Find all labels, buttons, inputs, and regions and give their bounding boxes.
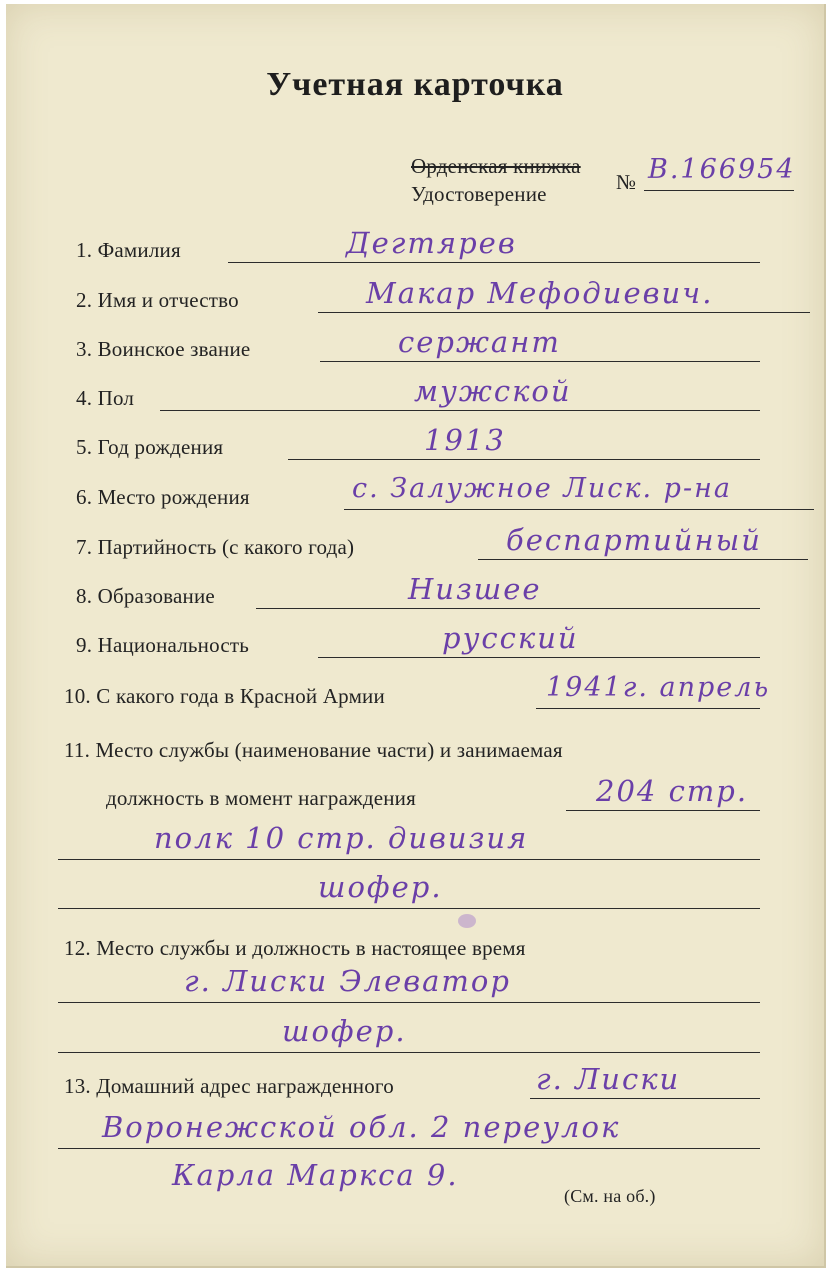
field-line-name [318, 312, 810, 313]
number-underline [644, 190, 794, 191]
field12-value-line2: шофер. [282, 1014, 407, 1048]
field-value-name: Макар Мефодиевич. [366, 276, 714, 310]
field-value-birthplace: с. Залужное Лиск. р-на [352, 473, 732, 504]
record-card [6, 4, 826, 1268]
field11-value-line3: шофер. [318, 870, 443, 904]
field-label-birth-year: 5. Год рождения [76, 435, 224, 459]
number-label: № [616, 170, 637, 194]
field-line-birthplace [344, 509, 814, 510]
field-value-nationality: русский [442, 621, 579, 655]
field11-line3 [58, 908, 760, 909]
field11-value-line1: 204 стр. [596, 774, 749, 808]
field-value-birth-year: 1913 [424, 423, 506, 457]
field-value-party: беспартийный [506, 523, 762, 557]
field-label-surname: 1. Фамилия [76, 238, 181, 262]
field-value-surname: Дегтярев [346, 226, 517, 260]
doc-type: Удостоверение [411, 182, 547, 206]
field13-label: 13. Домашний адрес награжденного [64, 1074, 394, 1098]
field11-line2 [58, 859, 760, 860]
ink-blot [458, 914, 476, 928]
field13-line2 [58, 1148, 760, 1149]
field-value-sex: мужской [414, 374, 572, 408]
field13-line1 [530, 1098, 760, 1099]
field12-line1 [58, 1002, 760, 1003]
field-label-name: 2. Имя и отчество [76, 288, 239, 312]
field-line-education [256, 608, 760, 609]
field13-value-line2: Воронежской обл. 2 переулок [102, 1110, 621, 1144]
field-label-party: 7. Партийность (с какого года) [76, 535, 355, 559]
field-line-sex [160, 410, 760, 411]
field-value-rank: сержант [398, 325, 561, 359]
number-value: В.166954 [648, 154, 796, 185]
field-label-sex: 4. Пол [76, 386, 135, 410]
field-label-army-since: 10. С какого года в Красной Армии [64, 684, 385, 708]
field11-value-line2: полк 10 стр. дивизия [154, 821, 529, 855]
reverse-side-note: (См. на об.) [564, 1186, 656, 1206]
field11-line1 [566, 810, 760, 811]
field-line-party [478, 559, 808, 560]
field11-label-line1: 11. Место службы (наименование части) и занимаемая [64, 738, 563, 762]
field-line-army-since [536, 708, 760, 709]
field-line-rank [320, 361, 760, 362]
field-label-nationality: 9. Национальность [76, 633, 249, 657]
field-label-education: 8. Образование [76, 584, 215, 608]
field-value-army-since: 1941г. апрель [546, 672, 771, 703]
field12-label: 12. Место службы и должность в настоящее время [64, 936, 526, 960]
field-value-education: Низшее [408, 572, 542, 606]
doc-type-struck: Орденская книжка [411, 154, 581, 178]
field-line-birth-year [288, 459, 760, 460]
field-label-rank: 3. Воинское звание [76, 337, 251, 361]
page-title: Учетная карточка [266, 66, 564, 103]
field12-line2 [58, 1052, 760, 1053]
field-line-surname [228, 262, 760, 263]
field11-label-line2: должность в момент награждения [106, 786, 416, 810]
field13-value-line3: Карла Маркса 9. [172, 1158, 459, 1192]
field13-value-line1: г. Лиски [536, 1062, 681, 1096]
field-label-birthplace: 6. Место рождения [76, 485, 250, 509]
field12-value-line1: г. Лиски Элеватор [184, 964, 511, 998]
field-line-nationality [318, 657, 760, 658]
